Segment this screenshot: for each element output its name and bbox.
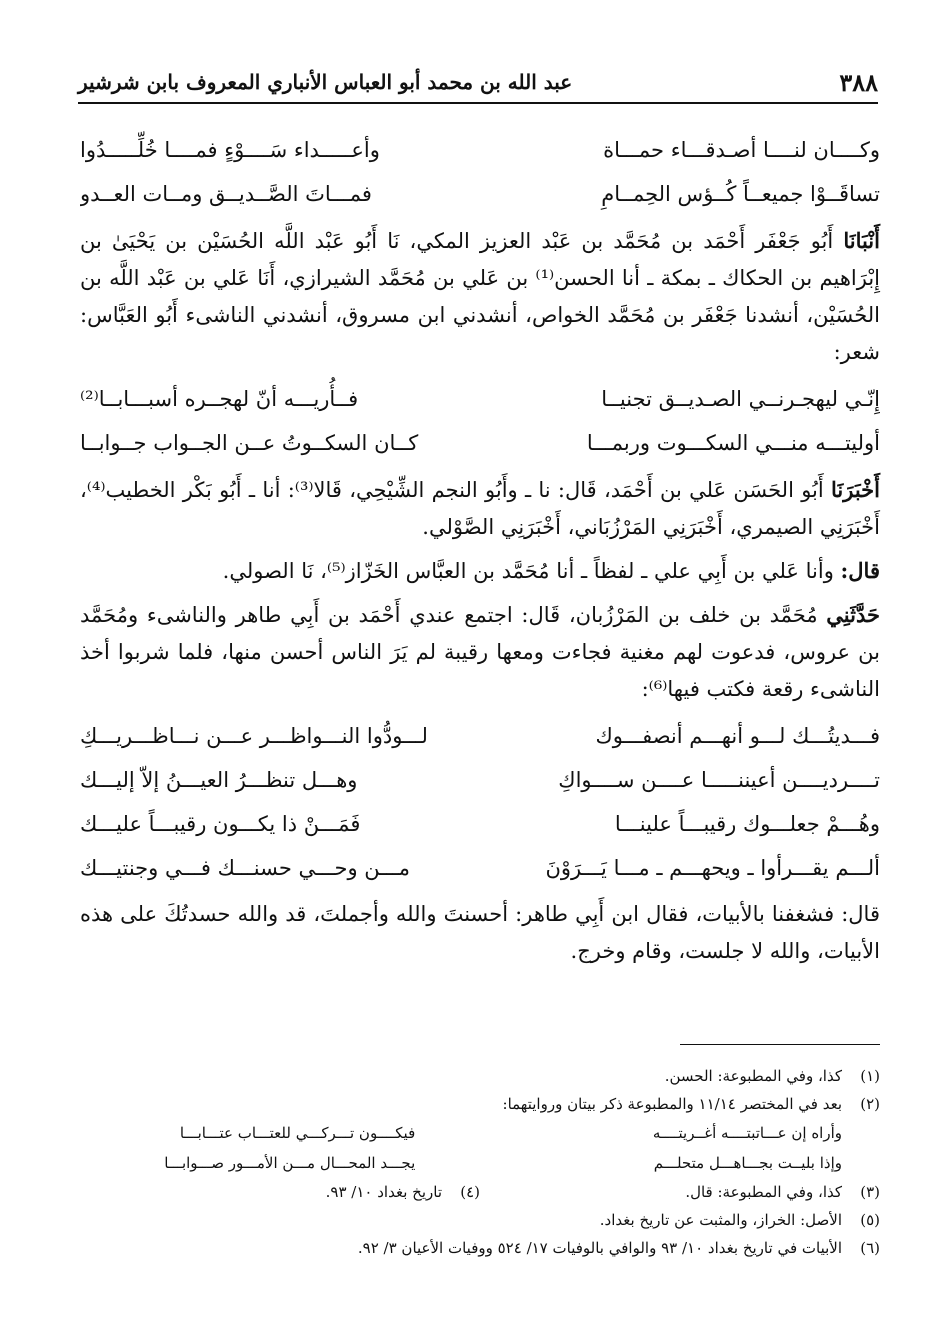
paragraph-isnad-3 bbox=[80, 552, 880, 590]
footnote-verse bbox=[80, 1118, 880, 1148]
paragraph-ending bbox=[80, 896, 880, 970]
narration-lead: قال: bbox=[840, 558, 880, 583]
footnote-number: (٢) bbox=[860, 1095, 880, 1113]
verse-line bbox=[80, 758, 880, 802]
footnote-4 bbox=[80, 1178, 480, 1206]
first-hemistich: تساقَــوْا جميعــاً كُــؤس الحِمــامِ bbox=[601, 182, 880, 206]
paragraph-story bbox=[80, 596, 880, 708]
footnotes bbox=[80, 1062, 880, 1262]
second-hemistich: فــأُريـــه أنّ لهجــره أسبـــابــا⁽²⁾ bbox=[80, 387, 359, 411]
footnote-5 bbox=[80, 1206, 880, 1234]
verse-line bbox=[80, 421, 880, 465]
first-hemistich: وأراه إن عـــاتبتــــه أغــريتــــه bbox=[652, 1124, 842, 1142]
main-text bbox=[80, 128, 880, 976]
first-hemistich: إِنّـي ليهجـرنــي الصـديــق تجنيــا bbox=[601, 387, 880, 411]
narration-lead: أَنْبَانَا bbox=[843, 228, 880, 253]
footnote-verse bbox=[80, 1148, 880, 1178]
narration-lead: أَخْبَرَنَا bbox=[831, 477, 880, 502]
page-number: ٣٨٨ bbox=[839, 68, 878, 97]
paragraph-text: قال: فشغفنا بالأبيات، فقال ابن أَبِي طاهر: أحسنتَ والله وأجملتَ، قد والله حسدتُكَ على هذه الأبيات، والله لا جلست، وقام وخرج. bbox=[80, 902, 880, 963]
footnote-number: (١) bbox=[860, 1067, 880, 1085]
footnote-text: بعد في المختصر ١١/١٤ والمطبوعة ذكر بيتان وروايتهما: bbox=[502, 1095, 842, 1113]
poem-2 bbox=[80, 377, 880, 465]
second-hemistich: وهـــل تنظـــرُ العيـــنُ إلاّ إليـــك bbox=[80, 768, 358, 792]
verse-line bbox=[80, 846, 880, 890]
footnote-1 bbox=[80, 1062, 880, 1090]
first-hemistich: تــــرديــــن أعيننـــــا عــــن ســــواكِ bbox=[558, 768, 880, 792]
second-hemistich: فمـــاتَ الصَّــديــق ومــات العــدو bbox=[80, 182, 372, 206]
footnote-text: كذا، وفي المطبوعة: قال. bbox=[685, 1183, 842, 1201]
second-hemistich: فَمَـــنْ ذا يكـــون رقيبـــاً عليـــك bbox=[80, 812, 361, 836]
narration-lead: حَدَّثَنِي bbox=[826, 602, 880, 627]
second-hemistich: فيكــــون تـــركـــي للعتـــاب عتـــابـــا bbox=[179, 1124, 416, 1142]
first-hemistich: ألـــم يقـــرأوا ـ ويحهـــم ـ مـــا يَـــرَوْنَ bbox=[545, 856, 880, 880]
paragraph-text: أَبُو الحَسَن عَلي بن أَحْمَد، قَال: نا ـ وأَبُو النجم الشِّيْحِي، قَالا⁽³⁾: أنا ـ أَبُو بَكْر الخطيب⁽⁴⁾، أَخْبَرَنِي الصيمري، أَخْبَرَنِي المَرْزُبَاني، أَخْبَرَنِي الصَّوْلي. bbox=[80, 478, 880, 539]
verse-line bbox=[80, 802, 880, 846]
first-hemistich: أوليتـــه منـــي السكـــوت وربمـــا bbox=[586, 431, 880, 455]
poem-1 bbox=[80, 128, 880, 216]
paragraph-text: أَبُو جَعْفَر أَحْمَد بن مُحَمَّد بن عَبْد العزيز المكي، نَا أَبُو عَبْد اللَّه الحُسَيْن بن يَحْيَىٰ بن إِبْرَاهيم بن الحكاك ـ بمكة ـ أنا الحسن⁽¹⁾ بن عَلي بن مُحَمَّد الشيرازي، أَنَا عَلي بن عَبْد اللَّه بن الحُسَيْن، أنشدنا جَعْفَر بن مُحَمَّد الخواص، أنشدني ابن مسروق، أنشدني الناشىء أَبُو العَبَّاس: شعر: bbox=[80, 229, 880, 364]
second-hemistich: كــان السكــوتُ عــن الجــواب جــوابــا bbox=[80, 431, 419, 455]
verse-line bbox=[80, 172, 880, 216]
verse-line bbox=[80, 377, 880, 421]
footnote-number: (٥) bbox=[860, 1211, 880, 1229]
paragraph-isnad-1 bbox=[80, 222, 880, 371]
paragraph-isnad-2 bbox=[80, 471, 880, 546]
footnote-rule bbox=[680, 1044, 880, 1045]
footnote-text: كذا، وفي المطبوعة: الحسن. bbox=[664, 1067, 842, 1085]
poem-3 bbox=[80, 714, 880, 890]
second-hemistich: مـــن وحـــي حسنـــك فـــي وجنتيـــك bbox=[80, 856, 410, 880]
footnote-2 bbox=[80, 1090, 880, 1118]
first-hemistich: فـــديتُـــك لـــو أنهـــم أنصفـــوك bbox=[595, 724, 880, 748]
paragraph-text: مُحَمَّد بن خلف بن المَرْزُبان، قَال: اجتمع عندي أَحْمَد بن أَبِي طاهر والناشىء ومُحَمَّد بن عروس، فدعوت لهم مغنية فجاءت ومعها رقيبة لم يَرَ الناس أحسن منها، فلما شربوا أخذ الناشىء رقعة فكتب فيها⁽⁶⁾: bbox=[80, 603, 880, 701]
header-rule bbox=[78, 102, 878, 104]
footnote-text: تاريخ بغداد ١٠/ ٩٣. bbox=[325, 1183, 442, 1201]
footnote-number: (٤) bbox=[460, 1183, 480, 1201]
footnote-row bbox=[80, 1178, 880, 1206]
footnote-3 bbox=[480, 1178, 880, 1206]
second-hemistich: وأعـــــداء سَــــوْءٍ فمــــا خُلِّـــــدُوا bbox=[80, 138, 380, 162]
second-hemistich: يجـــد المحـــال مـــن الأمـــور صـــوابـــا bbox=[164, 1154, 416, 1172]
footnote-text: الأصل: الخراز، والمثبت عن تاريخ بغداد. bbox=[599, 1211, 842, 1229]
running-title: عبد الله بن محمد أبو العباس الأنباري المعروف بابن شرشير bbox=[78, 70, 573, 94]
page-header bbox=[78, 62, 878, 102]
footnote-number: (٣) bbox=[860, 1183, 880, 1201]
first-hemistich: وكــــان لنــــا أصـدقـــاء حمـــاة bbox=[603, 138, 880, 162]
verse-line bbox=[80, 128, 880, 172]
first-hemistich: وإذا بليــت بجـــاهـــل متحلـــم bbox=[653, 1154, 842, 1172]
footnote-6 bbox=[80, 1234, 880, 1262]
second-hemistich: لـــودُّوا النـــواظـــر عـــن نـــاظـــريـــكِ bbox=[80, 724, 428, 748]
paragraph-text: وأنا عَلي بن أَبِي علي ـ لفظاً ـ أنا مُحَمَّد بن العبَّاس الخَزّاز⁽⁵⁾، نَا الصولي. bbox=[222, 559, 841, 583]
footnote-number: (٦) bbox=[860, 1239, 880, 1257]
verse-line bbox=[80, 714, 880, 758]
first-hemistich: وهُـــمْ جعلـــوك رقيبـــاً علينـــا bbox=[614, 812, 880, 836]
footnote-text: الأبيات في تاريخ بغداد ١٠/ ٩٣ والوافي بالوفيات ١٧/ ٥٢٤ ووفيات الأعيان ٣/ ٩٢. bbox=[357, 1239, 842, 1257]
